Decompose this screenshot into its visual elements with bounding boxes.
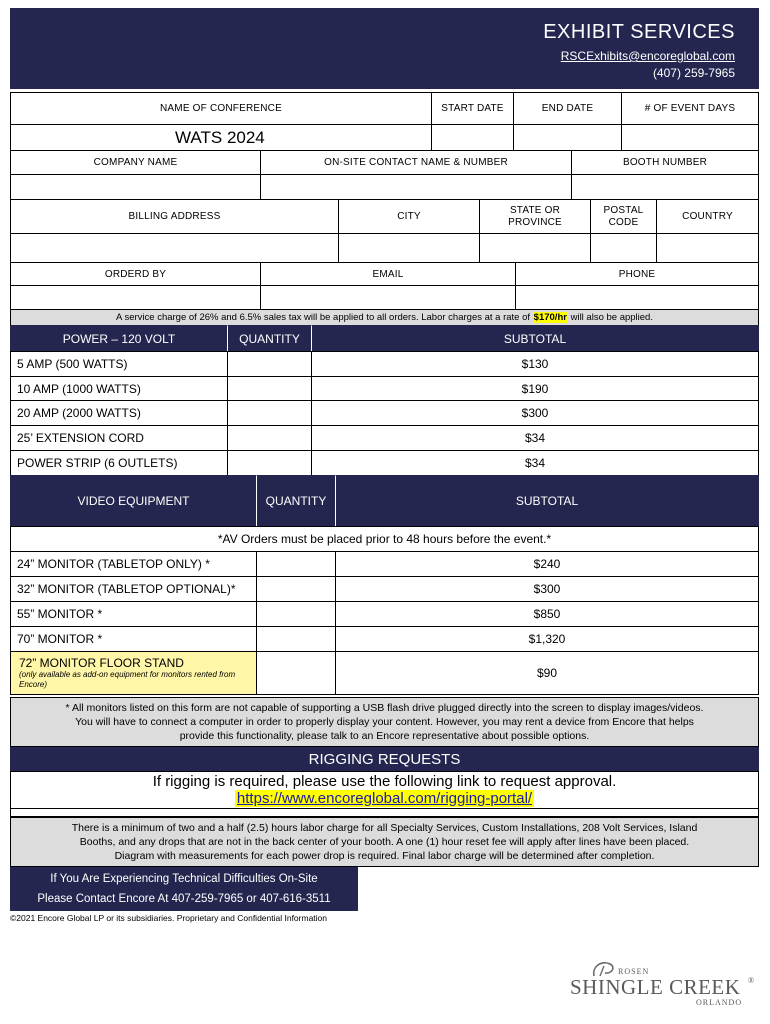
video-quantity-header: QUANTITY: [256, 475, 336, 527]
booth-number-label: BOOTH NUMBER: [571, 150, 759, 175]
notice-text-before: A service charge of 26% and 6.5% sales tax will be applied to all orders. Labor charges at a rate of: [116, 312, 533, 323]
company-name-label: COMPANY NAME: [10, 150, 261, 175]
postal-label-line1: POSTAL: [603, 204, 644, 216]
power-quantity-field[interactable]: [227, 400, 312, 426]
floor-stand-quantity-field[interactable]: [256, 651, 336, 695]
city-field[interactable]: [338, 233, 480, 263]
floor-stand-note: (only available as add-on equipment for monitors rented from Encore): [19, 670, 236, 689]
power-subtotal-header: SUBTOTAL: [311, 325, 759, 352]
monitor-note-line2: You will have to connect a computer in order to properly display your content. However, you may rent a device from Encore that helps: [75, 716, 694, 728]
power-item-label: 5 AMP (500 WATTS): [10, 351, 228, 377]
rigging-text: If rigging is required, please use the following link to request approval.: [152, 773, 617, 790]
start-date-label: START DATE: [431, 92, 514, 125]
labor-note-line3: Diagram with measurements for each power drop is required. Final labor charge will be determined after completion.: [114, 850, 655, 862]
logo-main-text: SHINGLE CREEK: [570, 975, 741, 999]
country-field[interactable]: [656, 233, 759, 263]
floor-stand-item: [10, 651, 257, 695]
power-item-price: $190: [311, 376, 759, 401]
header-phone: (407) 259-7965: [652, 66, 735, 80]
rigging-spacer-row: [10, 808, 759, 817]
header-email-link[interactable]: RSCExhibits@encoreglobal.com: [560, 49, 735, 63]
country-label: COUNTRY: [656, 199, 759, 234]
conference-name-label: NAME OF CONFERENCE: [10, 92, 432, 125]
state-label-line2: PROVINCE: [508, 216, 562, 228]
company-name-field[interactable]: [10, 174, 261, 200]
ordered-by-label: ORDERD BY: [10, 262, 261, 286]
conference-name-value: WATS 2024: [175, 127, 265, 147]
monitor-usb-note: [10, 697, 759, 747]
start-date-field[interactable]: [431, 124, 514, 151]
header-banner: [10, 8, 759, 89]
video-quantity-field[interactable]: [256, 626, 336, 652]
power-header: POWER – 120 VOLT: [10, 325, 228, 352]
video-item-label: 70” MONITOR *: [10, 626, 257, 652]
floor-stand-price: $90: [335, 651, 759, 695]
power-quantity-header: QUANTITY: [227, 325, 312, 352]
power-item-price: $130: [311, 351, 759, 377]
video-item-price: $850: [335, 601, 759, 627]
power-quantity-field[interactable]: [227, 425, 312, 451]
postal-code-label: [590, 199, 657, 234]
billing-address-field[interactable]: [10, 233, 339, 263]
video-item-price: $300: [335, 576, 759, 602]
power-quantity-field[interactable]: [227, 450, 312, 476]
phone-field[interactable]: [515, 285, 759, 310]
state-label-line1: STATE OR: [509, 204, 561, 216]
end-date-field[interactable]: [513, 124, 622, 151]
labor-minimum-note: [10, 817, 759, 867]
labor-note-line2: Booths, and any drops that are not in the back center of your booth. A one (1) hour reset fee will apply after lines have been placed.: [79, 836, 690, 848]
phone-label: PHONE: [515, 262, 759, 286]
logo-registered-mark: ®: [748, 976, 755, 985]
power-item-label: 25’ EXTENSION CORD: [10, 425, 228, 451]
technical-support-box: [10, 867, 358, 911]
logo-orlando-text: ORLANDO: [696, 998, 743, 1007]
event-days-field[interactable]: [621, 124, 759, 151]
rigging-info: [10, 771, 759, 809]
video-subtotal-header: SUBTOTAL: [335, 475, 759, 527]
copyright-text: ©2021 Encore Global LP or its subsidiaries. Proprietary and Confidential Information: [10, 913, 327, 923]
rigging-portal-link[interactable]: https://www.encoreglobal.com/rigging-portal/: [236, 790, 533, 807]
state-field[interactable]: [479, 233, 591, 263]
end-date-label: END DATE: [513, 92, 622, 125]
video-quantity-field[interactable]: [256, 551, 336, 577]
billing-address-label: BILLING ADDRESS: [10, 199, 339, 234]
video-quantity-field[interactable]: [256, 601, 336, 627]
logo-rosen-text: ROSEN: [618, 967, 650, 976]
service-charge-notice: [10, 309, 759, 326]
support-line1: If You Are Experiencing Technical Difficulties On-Site: [50, 873, 318, 885]
onsite-contact-label: ON-SITE CONTACT NAME & NUMBER: [260, 150, 572, 175]
ordered-by-field[interactable]: [10, 285, 261, 310]
state-province-label: [479, 199, 591, 234]
power-item-label: 20 AMP (2000 WATTS): [10, 400, 228, 426]
video-header: VIDEO EQUIPMENT: [10, 475, 257, 527]
postal-label-line2: CODE: [608, 216, 639, 228]
email-field[interactable]: [260, 285, 516, 310]
video-quantity-field[interactable]: [256, 576, 336, 602]
power-item-price: $34: [311, 425, 759, 451]
labor-rate-highlight: $170/hr: [533, 312, 567, 323]
header-title: EXHIBIT SERVICES: [543, 21, 735, 43]
conference-name-field[interactable]: [10, 124, 432, 151]
booth-number-field[interactable]: [571, 174, 759, 200]
video-item-label: 32” MONITOR (TABLETOP OPTIONAL)*: [10, 576, 257, 602]
event-days-label: # OF EVENT DAYS: [621, 92, 759, 125]
av-order-note: *AV Orders must be placed prior to 48 hours before the event.*: [10, 526, 759, 552]
video-item-price: $1,320: [335, 626, 759, 652]
rigging-header: RIGGING REQUESTS: [10, 747, 759, 772]
power-item-label: 10 AMP (1000 WATTS): [10, 376, 228, 401]
city-label: CITY: [338, 199, 480, 234]
video-item-price: $240: [335, 551, 759, 577]
power-quantity-field[interactable]: [227, 376, 312, 401]
monitor-note-line1: * All monitors listed on this form are not capable of supporting a USB flash drive plugged directly into the screen to display images/videos.: [65, 702, 704, 714]
email-label: EMAIL: [260, 262, 516, 286]
onsite-contact-field[interactable]: [260, 174, 572, 200]
power-quantity-field[interactable]: [227, 351, 312, 377]
notice-text-after: will also be applied.: [567, 312, 653, 323]
shingle-creek-logo: [568, 958, 758, 1010]
power-item-label: POWER STRIP (6 OUTLETS): [10, 450, 228, 476]
labor-note-line1: There is a minimum of two and a half (2.5) hours labor charge for all Specialty Services, Custom Installations, 208 Volt Services, Island: [71, 822, 698, 834]
power-item-price: $300: [311, 400, 759, 426]
support-line2: Please Contact Encore At 407-259-7965 or 407-616-3511: [37, 893, 331, 905]
video-item-label: 24” MONITOR (TABLETOP ONLY) *: [10, 551, 257, 577]
postal-code-field[interactable]: [590, 233, 657, 263]
floor-stand-label: 72” MONITOR FLOOR STAND: [19, 656, 184, 670]
monitor-note-line3: provide this functionality, please talk to an Encore representative about possible options.: [179, 730, 590, 742]
video-item-label: 55” MONITOR *: [10, 601, 257, 627]
power-item-price: $34: [311, 450, 759, 476]
